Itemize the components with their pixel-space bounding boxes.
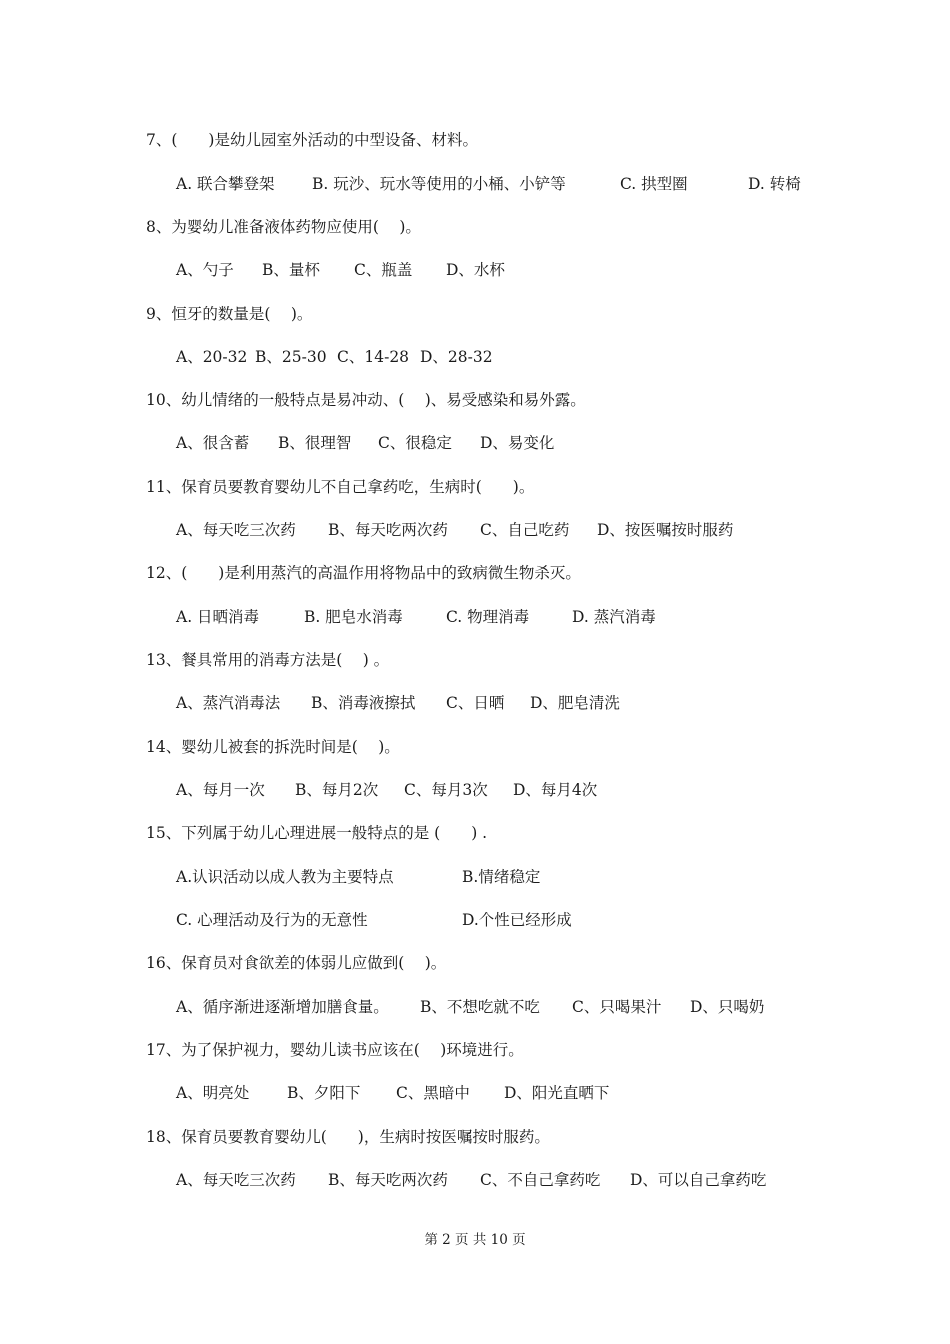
question-15-option-b: B.情绪稳定 xyxy=(462,868,541,886)
question-14-option-b: B、每月2次 xyxy=(295,781,379,799)
question-11-option-c: C、自己吃药 xyxy=(480,521,570,539)
question-7-option-a: A. 联合攀登架 xyxy=(176,175,275,193)
question-7: 7、( )是幼儿园室外活动的中型设备、材料。 xyxy=(146,131,478,149)
question-16-option-c: C、只喝果汁 xyxy=(572,998,662,1016)
question-18-option-a: A、每天吃三次药 xyxy=(176,1171,296,1189)
question-10-option-b: B、很理智 xyxy=(278,434,352,452)
question-17-option-d: D、阳光直晒下 xyxy=(504,1084,610,1102)
question-11-option-b: B、每天吃两次药 xyxy=(328,521,448,539)
question-11-option-d: D、按医嘱按时服药 xyxy=(597,521,734,539)
question-7-option-c: C. 拱型圈 xyxy=(620,175,688,193)
question-17: 17、为了保护视力，婴幼儿读书应该在( )环境进行。 xyxy=(146,1041,524,1059)
question-9-option-b: B、25-30 xyxy=(255,348,327,366)
question-12-option-c: C. 物理消毒 xyxy=(446,608,530,626)
question-18-option-c: C、不自己拿药吃 xyxy=(480,1171,601,1189)
question-9: 9、恒牙的数量是( )。 xyxy=(146,305,313,323)
question-17-option-a: A、明亮处 xyxy=(176,1084,250,1102)
question-12-option-d: D. 蒸汽消毒 xyxy=(572,608,656,626)
question-13-option-c: C、日晒 xyxy=(446,694,505,712)
question-15: 15、下列属于幼儿心理进展一般特点的是 ( ) . xyxy=(146,824,488,842)
question-15-option-a: A.认识活动以成人教为主要特点 xyxy=(176,868,394,886)
question-18-option-b: B、每天吃两次药 xyxy=(328,1171,448,1189)
question-17-option-b: B、夕阳下 xyxy=(287,1084,361,1102)
question-9-option-a: A、20-32 xyxy=(176,348,248,366)
question-14-option-c: C、每月3次 xyxy=(404,781,488,799)
question-7-option-b: B. 玩沙、玩水等使用的小桶、小铲等 xyxy=(312,175,566,193)
question-16: 16、保育员对食欲差的体弱儿应做到( )。 xyxy=(146,954,447,972)
question-13-option-a: A、蒸汽消毒法 xyxy=(176,694,281,712)
question-12: 12、( )是利用蒸汽的高温作用将物品中的致病微生物杀灭。 xyxy=(146,564,581,582)
question-11-option-a: A、每天吃三次药 xyxy=(176,521,296,539)
question-8: 8、为婴幼儿准备液体药物应使用( )。 xyxy=(146,218,421,236)
question-9-option-d: D、28-32 xyxy=(420,348,493,366)
question-8-option-b: B、量杯 xyxy=(262,261,320,279)
page-number: 第 2 页 共 10 页 xyxy=(424,1232,526,1248)
question-12-option-a: A. 日晒消毒 xyxy=(176,608,260,626)
question-17-option-c: C、黑暗中 xyxy=(396,1084,470,1102)
question-14: 14、婴幼儿被套的拆洗时间是( )。 xyxy=(146,738,400,756)
question-11: 11、保育员要教育婴幼儿不自己拿药吃，生病时( )。 xyxy=(146,478,535,496)
question-7-option-d: D. 转椅 xyxy=(748,175,801,193)
question-16-option-a: A、循序渐进逐渐增加膳食量。 xyxy=(176,998,389,1016)
question-10: 10、幼儿情绪的一般特点是易冲动、( )、易受感染和易外露。 xyxy=(146,391,586,409)
question-13-option-b: B、消毒液擦拭 xyxy=(311,694,416,712)
question-13-option-d: D、肥皂清洗 xyxy=(530,694,620,712)
question-15-option-d: D.个性已经形成 xyxy=(462,911,572,929)
question-9-option-c: C、14-28 xyxy=(337,348,410,366)
question-8-option-d: D、水杯 xyxy=(446,261,505,279)
question-13: 13、餐具常用的消毒方法是( ) 。 xyxy=(146,651,390,669)
question-10-option-d: D、易变化 xyxy=(480,434,555,452)
question-15-option-c: C. 心理活动及行为的无意性 xyxy=(176,911,368,929)
question-12-option-b: B. 肥皂水消毒 xyxy=(304,608,403,626)
question-18-option-d: D、可以自己拿药吃 xyxy=(630,1171,767,1189)
question-8-option-c: C、瓶盖 xyxy=(354,261,413,279)
question-8-option-a: A、勺子 xyxy=(176,261,234,279)
question-10-option-c: C、很稳定 xyxy=(378,434,452,452)
question-14-option-d: D、每月4次 xyxy=(513,781,598,799)
question-16-option-b: B、不想吃就不吃 xyxy=(420,998,540,1016)
question-10-option-a: A、很含蓄 xyxy=(176,434,250,452)
question-14-option-a: A、每月一次 xyxy=(176,781,265,799)
question-18: 18、保育员要教育婴幼儿( )，生病时按医嘱按时服药。 xyxy=(146,1128,550,1146)
question-16-option-d: D、只喝奶 xyxy=(690,998,765,1016)
